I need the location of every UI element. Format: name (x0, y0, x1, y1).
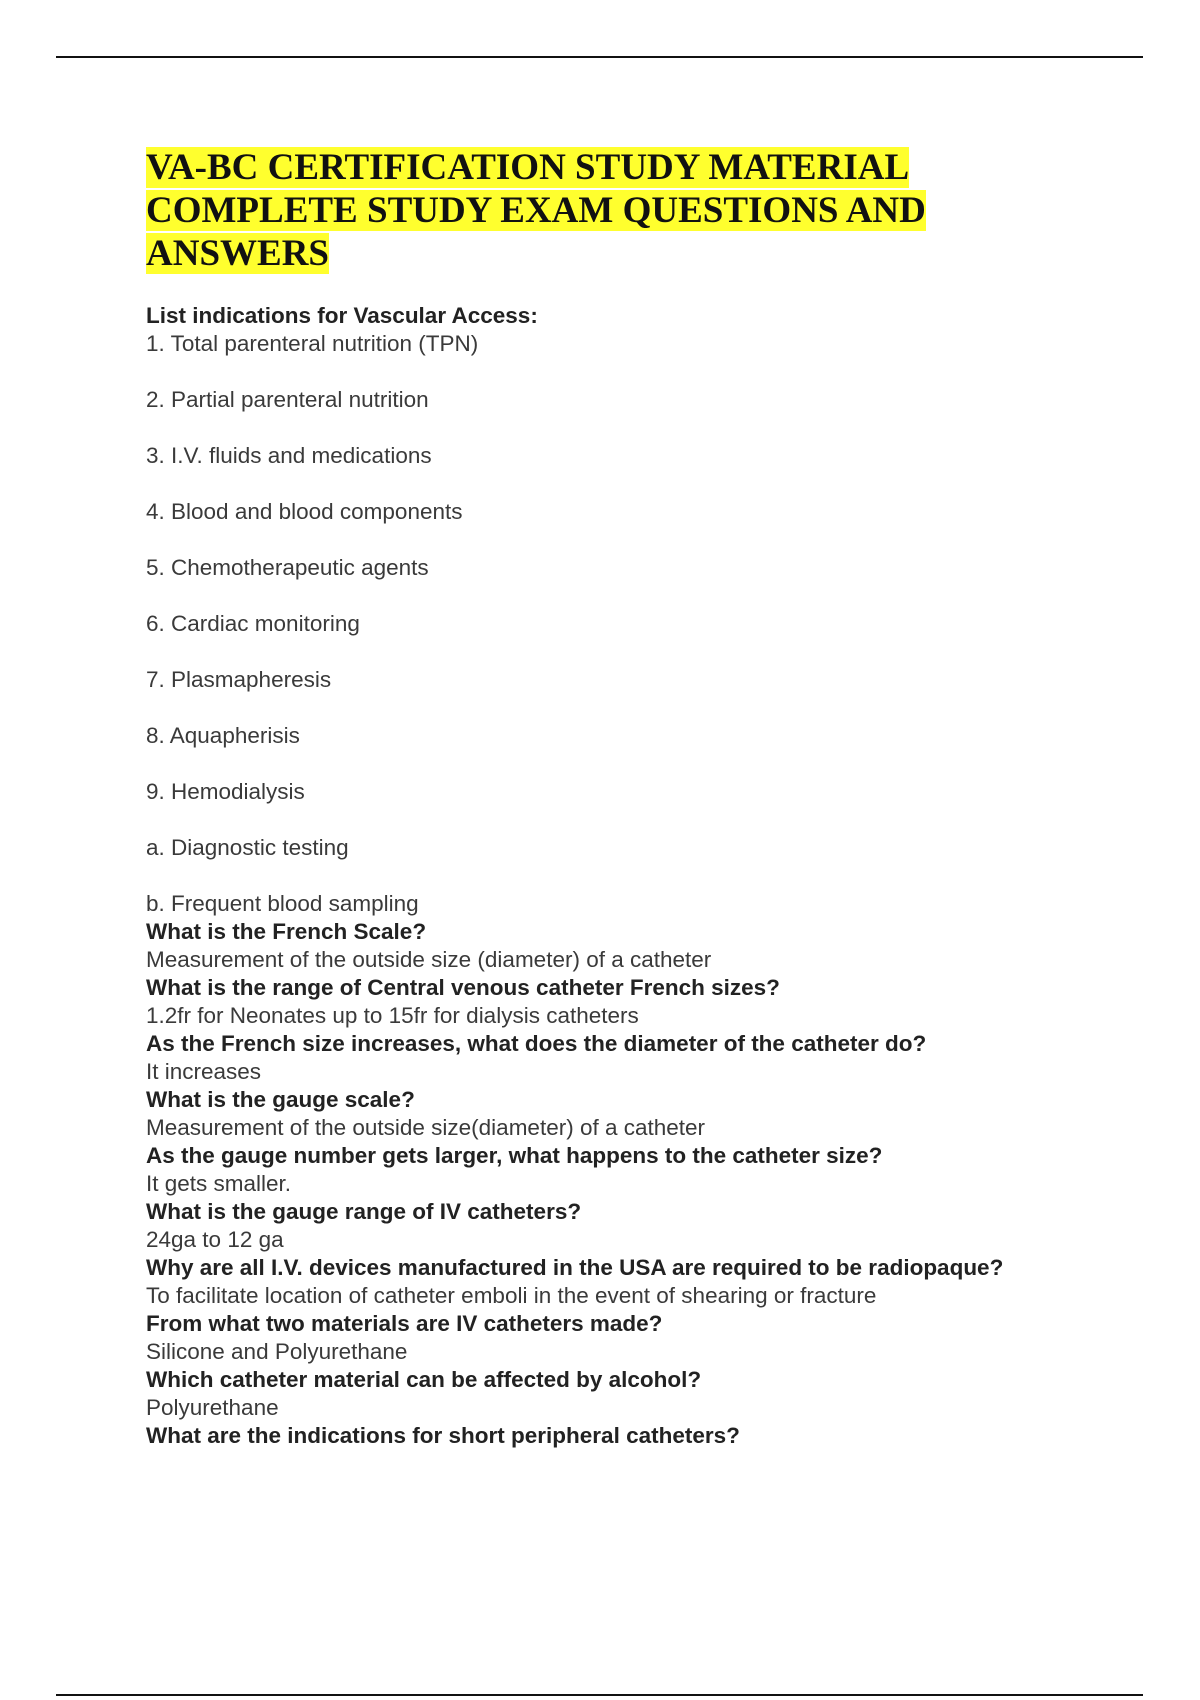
indication-item: 2. Partial parenteral nutrition (146, 387, 429, 412)
answer: Polyurethane (146, 1395, 279, 1420)
indication-item: 9. Hemodialysis (146, 779, 305, 804)
question: Which catheter material can be affected by alcohol? (146, 1367, 702, 1392)
answer: Silicone and Polyurethane (146, 1339, 408, 1364)
page-bottom-rule (56, 1694, 1143, 1696)
answer: It gets smaller. (146, 1171, 292, 1196)
title-line-3: ANSWERS (146, 233, 329, 274)
answer: Measurement of the outside size (diameter) of a catheter (146, 947, 712, 972)
indication-item: 4. Blood and blood components (146, 499, 463, 524)
answer: To facilitate location of catheter emboli in the event of shearing or fracture (146, 1283, 877, 1308)
indications-heading: List indications for Vascular Access: (146, 303, 538, 328)
page-top-rule (56, 56, 1143, 58)
indication-item: 1. Total parenteral nutrition (TPN) (146, 331, 479, 356)
question: As the French size increases, what does the diameter of the catheter do? (146, 1031, 927, 1056)
question: From what two materials are IV catheters made? (146, 1311, 663, 1336)
question: Why are all I.V. devices manufactured in the USA are required to be radiopaque? (146, 1255, 1004, 1280)
title-line-2: COMPLETE STUDY EXAM QUESTIONS AND (146, 190, 926, 231)
answer: 24ga to 12 ga (146, 1227, 284, 1252)
indication-item: b. Frequent blood sampling (146, 891, 419, 916)
question: What is the gauge range of IV catheters? (146, 1199, 582, 1224)
indication-item: 7. Plasmapheresis (146, 667, 332, 692)
title-line-1: VA-BC CERTIFICATION STUDY MATERIAL (146, 147, 910, 188)
document-title (146, 146, 1046, 275)
question: What is the range of Central venous catheter French sizes? (146, 975, 780, 1000)
indication-item: 6. Cardiac monitoring (146, 611, 360, 636)
answer: 1.2fr for Neonates up to 15fr for dialysis catheters (146, 1003, 639, 1028)
answer: Measurement of the outside size(diameter) of a catheter (146, 1115, 706, 1140)
question: What is the gauge scale? (146, 1087, 415, 1112)
document-body (146, 302, 1106, 1450)
answer: It increases (146, 1059, 262, 1084)
indication-item: 5. Chemotherapeutic agents (146, 555, 429, 580)
indication-item: 8. Aquapherisis (146, 723, 300, 748)
question: What are the indications for short peripheral catheters? (146, 1423, 740, 1448)
question: As the gauge number gets larger, what happens to the catheter size? (146, 1143, 883, 1168)
indication-item: 3. I.V. fluids and medications (146, 443, 432, 468)
question: What is the French Scale? (146, 919, 427, 944)
indication-item: a. Diagnostic testing (146, 835, 349, 860)
